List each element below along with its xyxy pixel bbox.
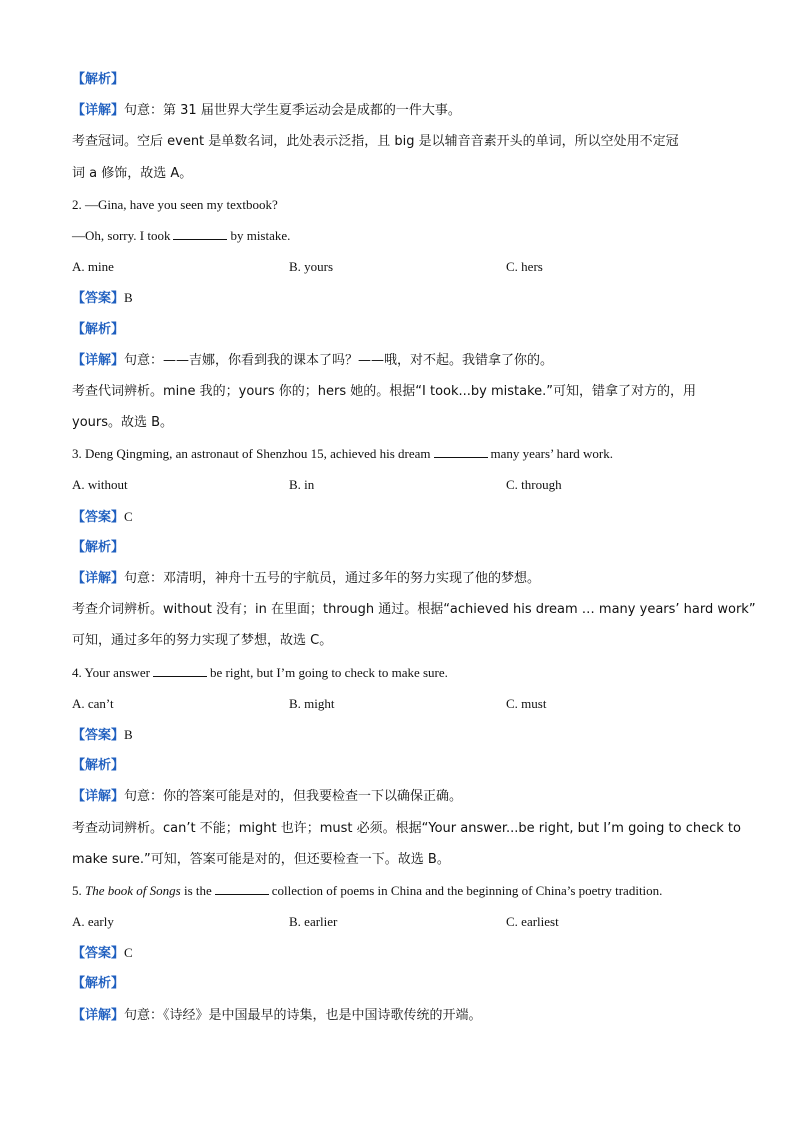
option-a: A. can’t: [72, 695, 114, 711]
analysis-tag: 【解析】: [72, 758, 125, 774]
answer-value: B: [124, 290, 133, 306]
detail-text: 句意：第 31 届世界大学生夏季运动会是成都的一件大事。: [124, 103, 461, 119]
option-a: A. mine: [72, 259, 114, 275]
detail-tag: 【详解】: [72, 352, 125, 368]
explanation-line: 考查冠词。空后 event 是单数名词，此处表示泛指，且 big 是以辅音音素开头的单词，所以空处用不定冠: [72, 134, 679, 150]
detail-line: [72, 1000, 732, 1031]
detail-text: 句意：——吉娜，你看到我的课本了吗？——哦，对不起。我错拿了你的。: [124, 352, 554, 368]
option-b: B. might: [289, 695, 335, 711]
explanation-line: make sure.”可知，答案可能是对的，但还要检查一下。故选 B。: [72, 851, 450, 867]
analysis-heading: [72, 64, 732, 95]
question-2-options: [72, 251, 732, 282]
analysis-tag: 【解析】: [72, 976, 125, 992]
answer-line: [72, 719, 732, 750]
option-c: C. earliest: [506, 914, 559, 930]
explanation-line: 考查介词辨析。without 没有；in 在里面；through 通过。根据“achieved his dream … many years’ hard work”: [72, 602, 756, 618]
answer-tag: 【答案】: [72, 291, 125, 307]
detail-tag: 【详解】: [72, 103, 125, 119]
analysis-tag: 【解析】: [72, 72, 125, 87]
option-c: C. must: [506, 695, 547, 711]
detail-text: 句意：邓清明，神舟十五号的宇航员，通过多年的努力实现了他的梦想。: [124, 571, 541, 586]
book-title: The book of Songs: [85, 882, 181, 898]
answer-blank: [434, 447, 488, 458]
question-2-stem-line2: —Oh, sorry. I took by mistake.: [72, 227, 291, 243]
detail-line: [72, 95, 732, 126]
analysis-heading: [72, 750, 732, 781]
detail-text: 句意：你的答案可能是对的，但我要检查一下以确保正确。: [124, 789, 463, 805]
explanation-line: 考查动词辨析。can’t 不能；might 也许；must 必须。根据“Your answer...be right, but I’m going to check to: [72, 820, 741, 836]
detail-tag: 【详解】: [72, 1007, 125, 1023]
detail-line: [72, 781, 732, 812]
question-3-stem: 3. Deng Qingming, an astronaut of Shenzhou 15, achieved his dream many years’ hard work.: [72, 446, 613, 462]
question-4-stem: 4. Your answer be right, but I’m going to check to make sure.: [72, 664, 448, 680]
answer-tag: 【答案】: [72, 727, 125, 743]
answer-tag: 【答案】: [72, 509, 125, 525]
analysis-tag: 【解析】: [72, 539, 125, 555]
option-c: C. through: [506, 477, 562, 493]
option-a: A. early: [72, 914, 114, 930]
analysis-tag: 【解析】: [72, 321, 125, 337]
answer-tag: 【答案】: [72, 946, 125, 962]
answer-line: [72, 282, 732, 313]
analysis-heading: [72, 968, 732, 999]
explanation-line: 可知，通过多年的努力实现了梦想，故选 C。: [72, 633, 333, 649]
question-2-stem: 2. —Gina, have you seen my textbook?: [72, 196, 278, 212]
document-page: [72, 64, 756, 1031]
detail-tag: 【详解】: [72, 571, 125, 586]
detail-text: 句意：《诗经》是中国最早的诗集，也是中国诗歌传统的开端。: [124, 1007, 482, 1023]
detail-tag: 【详解】: [72, 789, 125, 805]
answer-blank: [215, 884, 269, 895]
question-4-options: [72, 688, 732, 719]
answer-line: [72, 937, 732, 968]
answer-value: B: [124, 726, 133, 742]
option-b: B. yours: [289, 259, 334, 275]
question-5-stem: 5. The book of Songs is the collection of poems in China and the beginning of China’s poetry tradition.: [72, 882, 663, 898]
answer-line: [72, 501, 732, 532]
analysis-heading: [72, 314, 732, 345]
answer-value: C: [124, 508, 133, 524]
detail-line: [72, 345, 732, 376]
explanation-line: yours。故选 B。: [72, 415, 174, 431]
answer-blank: [153, 666, 207, 677]
question-5-options: [72, 906, 732, 937]
explanation-line: 词 a 修饰，故选 A。: [72, 165, 193, 181]
answer-blank: [173, 229, 227, 240]
answer-value: C: [124, 945, 133, 961]
detail-line: [72, 563, 732, 594]
option-b: B. in: [289, 477, 315, 493]
explanation-line: 考查代词辨析。mine 我的；yours 你的；hers 她的。根据“I took...by mistake.”可知，错拿了对方的，用: [72, 383, 697, 399]
analysis-heading: [72, 532, 732, 563]
question-3-options: [72, 469, 732, 500]
option-a: A. without: [72, 477, 128, 493]
option-c: C. hers: [506, 259, 543, 275]
option-b: B. earlier: [289, 914, 338, 930]
